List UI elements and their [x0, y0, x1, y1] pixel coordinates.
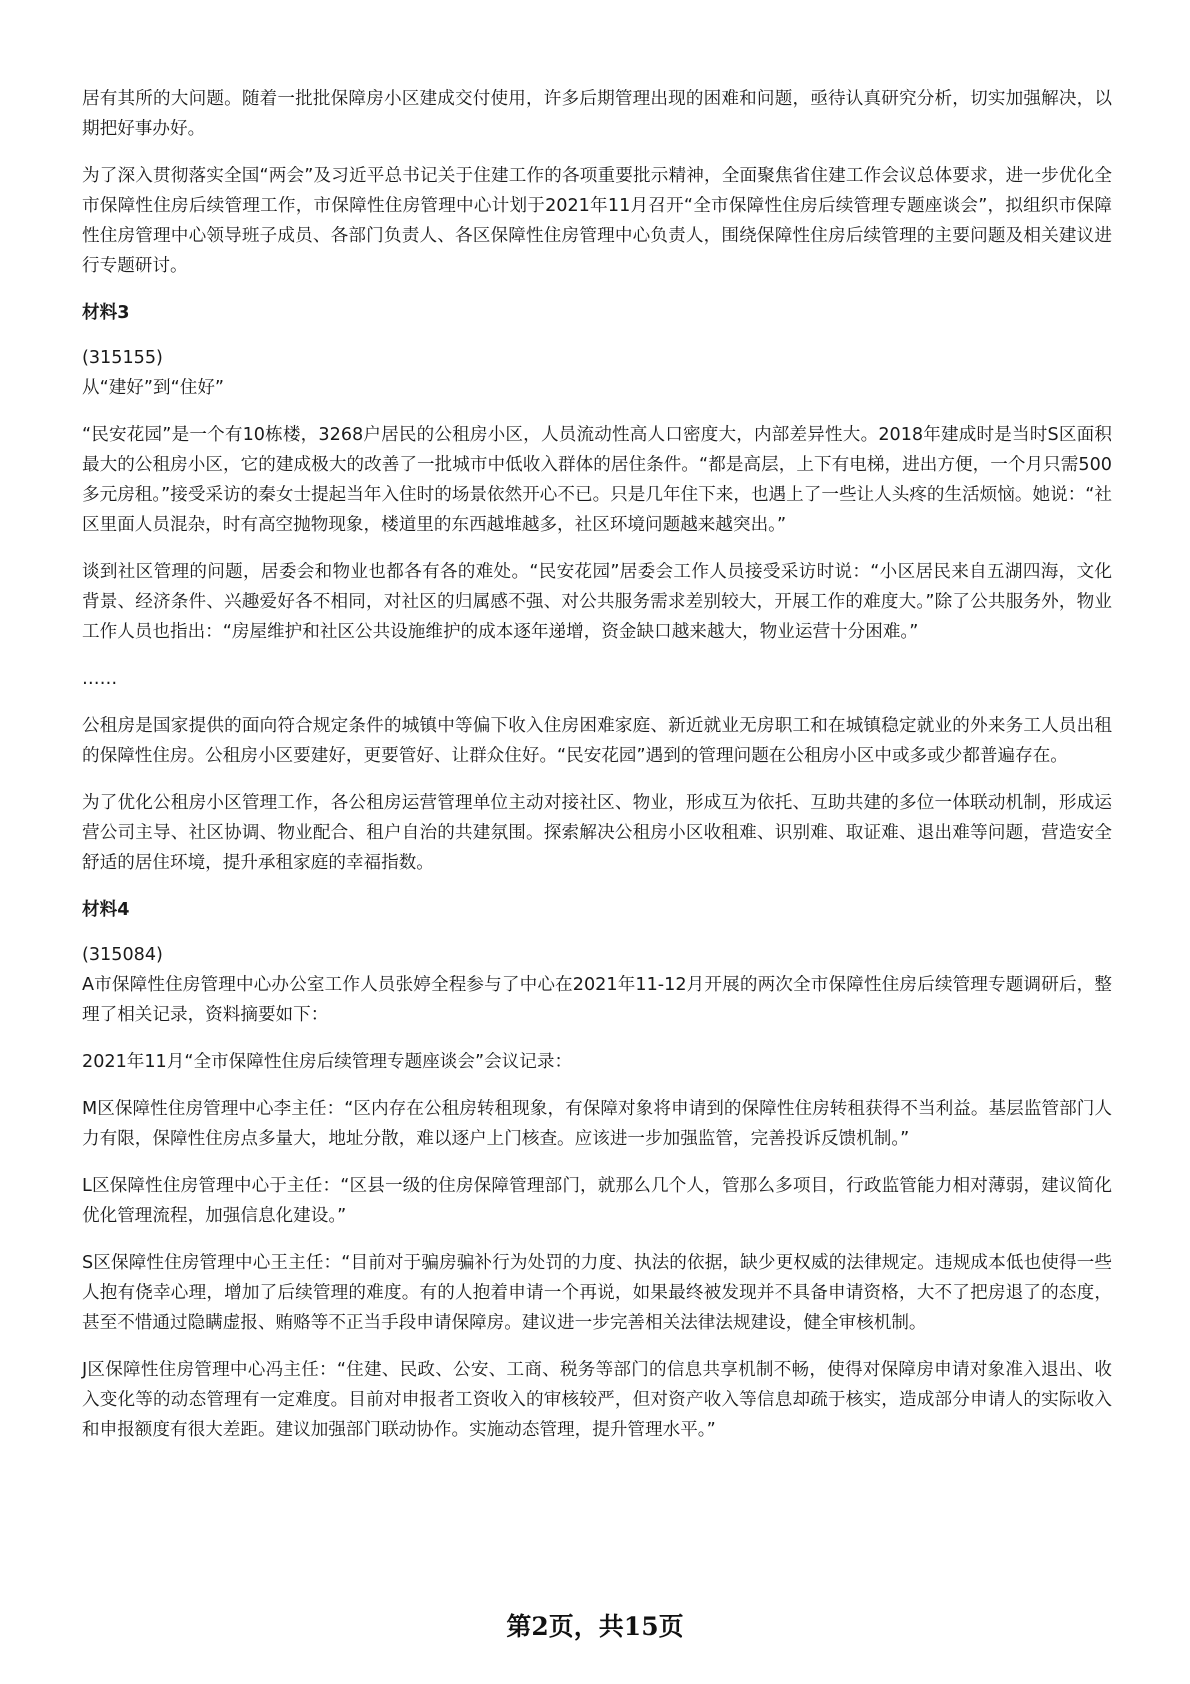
material-3-code: (315155) [82, 348, 163, 368]
material-3-ellipsis: …… [82, 669, 118, 689]
page-number-footer: 第2页，共15页 [506, 1612, 684, 1641]
material-3-heading: 材料3 [82, 303, 130, 323]
material-4-intro: A市保障性住房管理中心办公室工作人员张婷全程参与了中心在2021年11-12月开展的两次全市保障性住房后续管理专题调研后，整理了相关记录，资料摘要如下： [82, 975, 1112, 1025]
material-4-j-district-remark: J区保障性住房管理中心冯主任：“住建、民政、公安、工商、税务等部门的信息共享机制不畅，使得对保障房申请对象准入退出、收入变化等的动态管理有一定难度。目前对申报者工资收入的审核较严，但对资产收入等信息却疏于核实，造成部分申请人的实际收入和申报额度有很大差距。建议加强部门联动协作。实施动态管理，提升管理水平。” [82, 1360, 1112, 1440]
material-4-l-district-remark: L区保障性住房管理中心于主任：“区县一级的住房保障管理部门，就那么几个人，管那么多项目，行政监管能力相对薄弱，建议简化优化管理流程，加强信息化建设。” [82, 1176, 1112, 1226]
material-4-header [82, 940, 1112, 1030]
material-4-heading: 材料4 [82, 900, 130, 920]
material-3-title: 从“建好”到“住好” [82, 378, 225, 398]
document-body [82, 84, 1112, 1462]
material-4-record-title: 2021年11月“全市保障性住房后续管理专题座谈会”会议记录： [82, 1052, 573, 1072]
material-4-code: (315084) [82, 945, 163, 965]
material-3-paragraph-1: “民安花园”是一个有10栋楼，3268户居民的公租房小区，人员流动性高人口密度大，内部差异性大。2018年建成时是当时S区面积最大的公租房小区，它的建成极大的改善了一批城市中低收入群体的居住条件。“都是高层，上下有电梯，进出方便，一个月只需500多元房租。”接受采访的秦女士提起当年入住时的场景依然开心不已。只是几年住下来，也遇上了一些让人头疼的生活烦恼。她说：“社区里面人员混杂，时有高空抛物现象，楼道里的东西越堆越多，社区环境问题越来越突出。” [82, 425, 1112, 535]
intro-paragraph-1: 居有其所的大问题。随着一批批保障房小区建成交付使用，许多后期管理出现的困难和问题，亟待认真研究分析，切实加强解决，以期把好事办好。 [82, 89, 1112, 139]
material-4-m-district-remark: M区保障性住房管理中心李主任：“区内存在公租房转租现象，有保障对象将申请到的保障性住房转租获得不当利益。基层监管部门人力有限，保障性住房点多量大，地址分散，难以逐户上门核查。应该进一步加强监管，完善投诉反馈机制。” [82, 1099, 1112, 1149]
material-3-paragraph-3: 公租房是国家提供的面向符合规定条件的城镇中等偏下收入住房困难家庭、新近就业无房职工和在城镇稳定就业的外来务工人员出租的保障性住房。公租房小区要建好，更要管好、让群众住好。“民安花园”遇到的管理问题在公租房小区中或多或少都普遍存在。 [82, 716, 1112, 766]
material-4-s-district-remark: S区保障性住房管理中心王主任：“目前对于骗房骗补行为处罚的力度、执法的依据，缺少更权威的法律规定。违规成本低也使得一些人抱有侥幸心理，增加了后续管理的难度。有的人抱着申请一个再说，如果最终被发现并不具备申请资格，大不了把房退了的态度，甚至不惜通过隐瞒虚报、贿赂等不正当手段申请保障房。建议进一步完善相关法律法规建设，健全审核机制。 [82, 1253, 1112, 1333]
material-3-header [82, 343, 1112, 403]
intro-paragraph-2: 为了深入贯彻落实全国“两会”及习近平总书记关于住建工作的各项重要批示精神，全面聚焦省住建工作会议总体要求，进一步优化全市保障性住房后续管理工作，市保障性住房管理中心计划于2021年11月召开“全市保障性住房后续管理专题座谈会”，拟组织市保障性住房管理中心领导班子成员、各部门负责人、各区保障性住房管理中心负责人，围绕保障性住房后续管理的主要问题及相关建议进行专题研讨。 [82, 166, 1112, 276]
material-3-paragraph-4: 为了优化公租房小区管理工作，各公租房运营管理单位主动对接社区、物业，形成互为依托、互助共建的多位一体联动机制，形成运营公司主导、社区协调、物业配合、租户自治的共建氛围。探索解决公租房小区收租难、识别难、取证难、退出难等问题，营造安全舒适的居住环境，提升承租家庭的幸福指数。 [82, 793, 1112, 873]
material-3-paragraph-2: 谈到社区管理的问题，居委会和物业也都各有各的难处。“民安花园”居委会工作人员接受采访时说：“小区居民来自五湖四海，文化背景、经济条件、兴趣爱好各不相同，对社区的归属感不强、对公共服务需求差别较大，开展工作的难度大。”除了公共服务外，物业工作人员也指出：“房屋维护和社区公共设施维护的成本逐年递增，资金缺口越来越大，物业运营十分困难。” [82, 562, 1112, 642]
